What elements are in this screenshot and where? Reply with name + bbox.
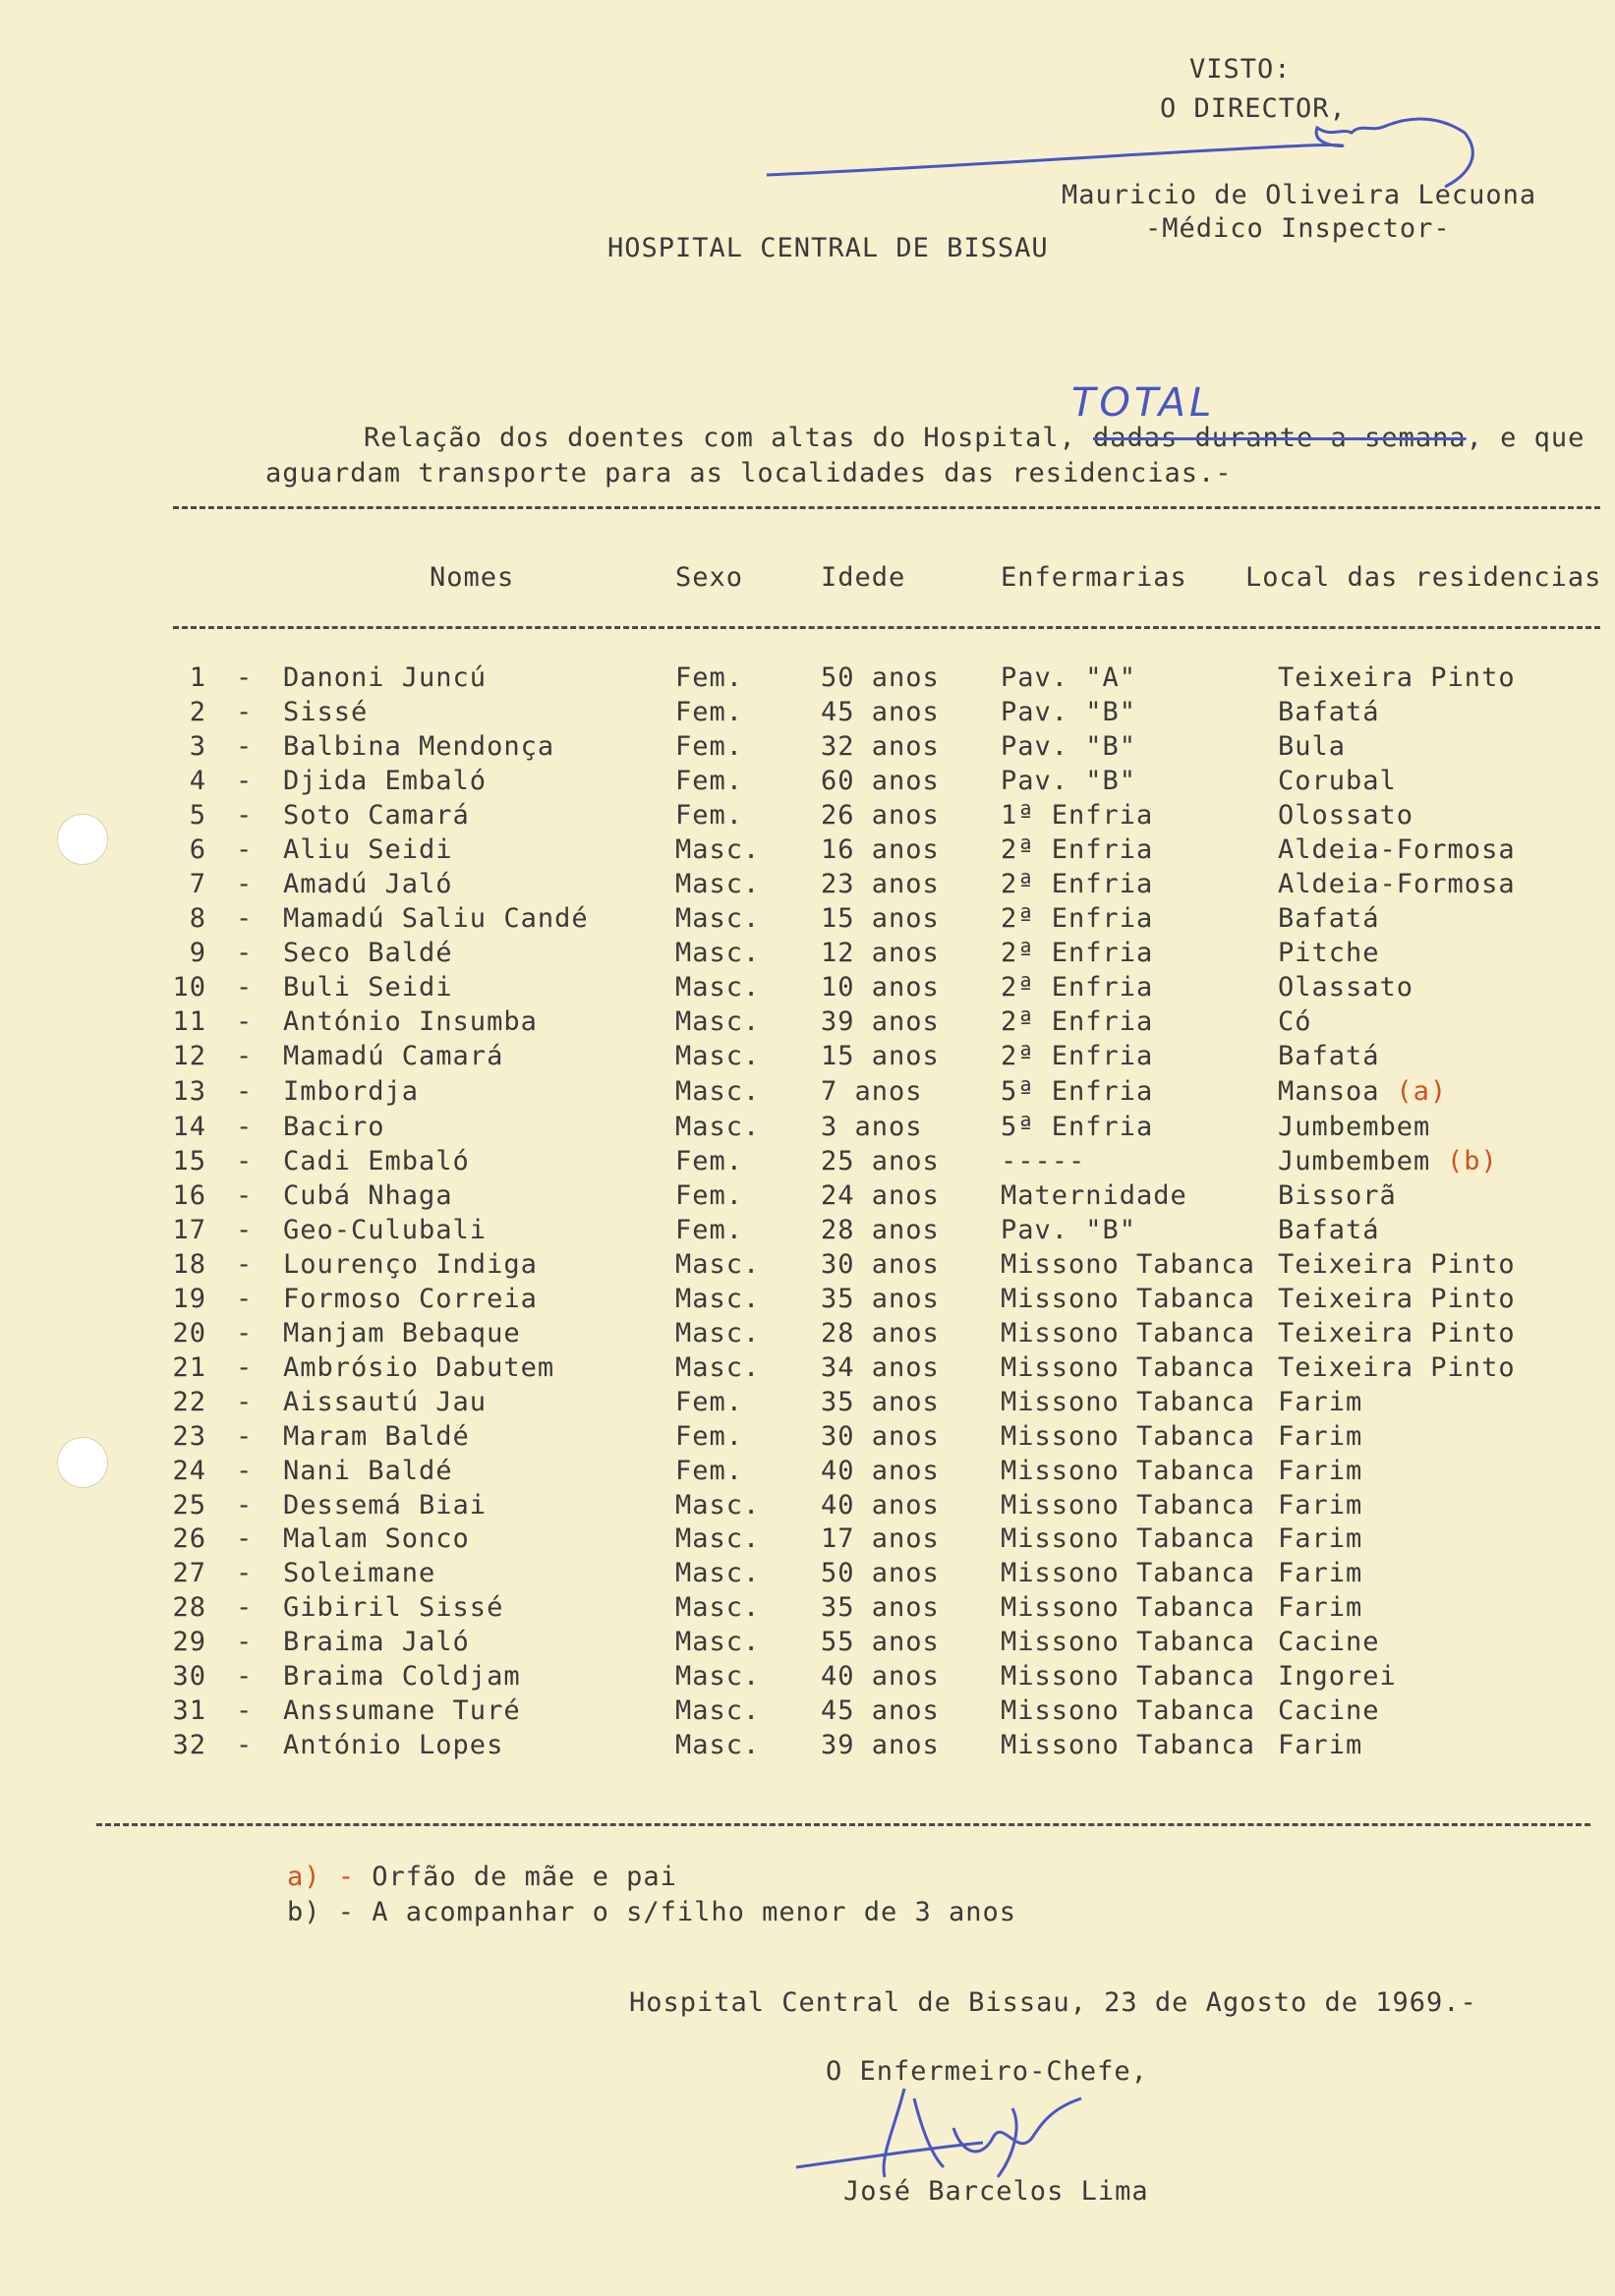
row-number: 7 — [189, 869, 206, 899]
patient-age: 40 anos — [821, 1661, 940, 1692]
patient-age: 30 anos — [821, 1421, 940, 1452]
row-number: 15 — [172, 1146, 206, 1177]
column-header-idade: Idede — [821, 562, 906, 593]
row-dash: - — [236, 697, 254, 727]
row-number: 24 — [172, 1456, 206, 1486]
patient-name: Aliu Seidi — [283, 834, 453, 865]
row-dash: - — [236, 1421, 254, 1452]
patient-sex: Masc. — [675, 1076, 761, 1107]
row-dash: - — [236, 1284, 254, 1314]
row-dash: - — [236, 834, 254, 865]
row-number: 8 — [189, 903, 206, 934]
patient-residence: Cacine — [1278, 1627, 1380, 1657]
row-number: 5 — [189, 800, 206, 831]
patient-age: 3 anos — [821, 1112, 923, 1142]
table-row — [0, 1523, 1615, 1558]
footnote-a — [287, 1862, 677, 1892]
table-row — [0, 1041, 1615, 1075]
patient-name: Cadi Embaló — [283, 1146, 470, 1177]
row-dash: - — [236, 1558, 254, 1588]
patient-name: Balbina Mendonça — [283, 731, 555, 762]
divider-header — [173, 626, 1600, 629]
row-number: 18 — [172, 1249, 206, 1280]
row-number: 2 — [189, 697, 206, 727]
patient-age: 50 anos — [821, 1558, 940, 1588]
divider-top — [173, 506, 1600, 509]
patient-age: 7 anos — [821, 1076, 923, 1107]
patient-age: 34 anos — [821, 1352, 940, 1383]
patient-residence: Teixeira Pinto — [1278, 1249, 1516, 1280]
patient-name: Malam Sonco — [283, 1523, 470, 1554]
row-number: 20 — [172, 1318, 206, 1349]
patient-ward: Pav. "B" — [1001, 731, 1137, 762]
row-dash: - — [236, 766, 254, 796]
patient-ward: 2ª Enfria — [1001, 903, 1154, 934]
table-row — [0, 766, 1615, 800]
patient-name: Sissé — [283, 697, 369, 727]
patient-sex: Fem. — [675, 1215, 744, 1245]
patient-residence: Bafatá — [1278, 1041, 1380, 1071]
patient-sex: Masc. — [675, 1249, 761, 1280]
patient-name: Maram Baldé — [283, 1421, 470, 1452]
table-row — [0, 1695, 1615, 1730]
patient-name: Ambrósio Dabutem — [283, 1352, 555, 1383]
patient-sex: Masc. — [675, 1284, 761, 1314]
patient-age: 50 anos — [821, 662, 940, 693]
row-dash: - — [236, 800, 254, 831]
patient-sex: Masc. — [675, 1318, 761, 1349]
patient-residence: Ingorei — [1278, 1661, 1397, 1692]
intro-line-2: aguardam transporte para as localidades das residencias.- — [265, 458, 1233, 488]
row-dash: - — [236, 1695, 254, 1726]
row-number: 26 — [172, 1523, 206, 1554]
patient-name: Manjam Bebaque — [283, 1318, 521, 1349]
patient-sex: Masc. — [675, 903, 761, 934]
dateline: Hospital Central de Bissau, 23 de Agosto de 1969.- — [629, 1987, 1477, 2018]
row-dash: - — [236, 938, 254, 968]
patient-sex: Masc. — [675, 1627, 761, 1657]
row-number: 28 — [172, 1592, 206, 1623]
footnote-b-label: b) - — [287, 1897, 356, 1927]
patient-residence: Farim — [1278, 1558, 1363, 1588]
patient-ward: 1ª Enfria — [1001, 800, 1154, 831]
residence-note: (b) — [1447, 1146, 1498, 1177]
table-row — [0, 972, 1615, 1006]
patient-ward: Missono Tabanca — [1001, 1592, 1255, 1623]
patient-age: 55 anos — [821, 1627, 940, 1657]
table-row — [0, 1180, 1615, 1215]
table-row — [0, 1112, 1615, 1146]
patient-ward: ----- — [1001, 1146, 1086, 1177]
row-number: 3 — [189, 731, 206, 762]
patient-sex: Fem. — [675, 1421, 744, 1452]
patient-residence: Bafatá — [1278, 1215, 1380, 1245]
row-dash: - — [236, 972, 254, 1003]
patient-ward: 2ª Enfria — [1001, 1041, 1154, 1071]
table-row — [0, 697, 1615, 731]
table-row — [0, 1352, 1615, 1387]
row-dash: - — [236, 1523, 254, 1554]
patient-age: 35 anos — [821, 1284, 940, 1314]
row-number: 25 — [172, 1490, 206, 1521]
column-header-local: Local das residencias — [1245, 562, 1602, 593]
patient-residence: Farim — [1278, 1387, 1363, 1417]
patient-ward: Missono Tabanca — [1001, 1456, 1255, 1486]
row-dash: - — [236, 1318, 254, 1349]
patient-age: 35 anos — [821, 1387, 940, 1417]
patient-ward: Missono Tabanca — [1001, 1421, 1255, 1452]
patient-age: 45 anos — [821, 697, 940, 727]
row-number: 6 — [189, 834, 206, 865]
handwritten-total: TOTAL — [1071, 380, 1216, 426]
row-number: 22 — [172, 1387, 206, 1417]
table-row — [0, 1421, 1615, 1456]
row-dash: - — [236, 1215, 254, 1245]
patient-age: 28 anos — [821, 1215, 940, 1245]
row-number: 23 — [172, 1421, 206, 1452]
table-row — [0, 834, 1615, 869]
patient-ward: 2ª Enfria — [1001, 938, 1154, 968]
patient-ward: Missono Tabanca — [1001, 1627, 1255, 1657]
table-row — [0, 938, 1615, 972]
row-dash: - — [236, 731, 254, 762]
patient-name: Braima Jaló — [283, 1627, 470, 1657]
patient-ward: Missono Tabanca — [1001, 1352, 1255, 1383]
row-number: 12 — [172, 1041, 206, 1071]
patient-name: Aissautú Jau — [283, 1387, 488, 1417]
patient-name: António Lopes — [283, 1730, 504, 1760]
patient-age: 35 anos — [821, 1592, 940, 1623]
table-row — [0, 1456, 1615, 1490]
column-header-enfermarias: Enfermarias — [1001, 562, 1187, 593]
patient-ward: Missono Tabanca — [1001, 1523, 1255, 1554]
patient-name: Cubá Nhaga — [283, 1180, 453, 1211]
column-header-nomes: Nomes — [430, 562, 515, 593]
patient-name: Formoso Correia — [283, 1284, 538, 1314]
row-number: 21 — [172, 1352, 206, 1383]
table-row — [0, 1558, 1615, 1592]
patient-ward: 2ª Enfria — [1001, 834, 1154, 865]
divider-bottom — [96, 1823, 1590, 1826]
table-row — [0, 731, 1615, 766]
patient-name: Buli Seidi — [283, 972, 453, 1003]
table-row — [0, 1592, 1615, 1627]
patient-residence: Farim — [1278, 1523, 1363, 1554]
row-dash: - — [236, 1592, 254, 1623]
row-dash: - — [236, 1387, 254, 1417]
table-row — [0, 1006, 1615, 1041]
patient-ward: Missono Tabanca — [1001, 1730, 1255, 1760]
patient-name: Braima Coldjam — [283, 1661, 521, 1692]
patient-sex: Masc. — [675, 1006, 761, 1037]
patient-ward: Missono Tabanca — [1001, 1695, 1255, 1726]
patient-residence: Teixeira Pinto — [1278, 662, 1516, 693]
patient-age: 39 anos — [821, 1006, 940, 1037]
signer-name: José Barcelos Lima — [843, 2176, 1149, 2207]
patient-residence: Bafatá — [1278, 697, 1380, 727]
punch-hole — [57, 1437, 108, 1488]
patient-age: 39 anos — [821, 1730, 940, 1760]
patient-residence: Jumbembem — [1278, 1146, 1431, 1177]
director-label: O DIRECTOR, — [1160, 93, 1347, 124]
patient-age: 30 anos — [821, 1249, 940, 1280]
table-row — [0, 903, 1615, 938]
patient-name: Amadú Jaló — [283, 869, 453, 899]
patient-sex: Masc. — [675, 1730, 761, 1760]
table-row — [0, 1661, 1615, 1695]
patient-ward: Missono Tabanca — [1001, 1318, 1255, 1349]
row-dash: - — [236, 1730, 254, 1760]
patient-sex: Fem. — [675, 1180, 744, 1211]
row-number: 17 — [172, 1215, 206, 1245]
patient-sex: Masc. — [675, 1041, 761, 1071]
patient-age: 60 anos — [821, 766, 940, 796]
row-dash: - — [236, 869, 254, 899]
patient-age: 10 anos — [821, 972, 940, 1003]
patient-sex: Masc. — [675, 1661, 761, 1692]
patient-name: Lourenço Indiga — [283, 1249, 538, 1280]
patient-name: Danoni Juncú — [283, 662, 488, 693]
patient-age: 25 anos — [821, 1146, 940, 1177]
patient-age: 12 anos — [821, 938, 940, 968]
hospital-title: HOSPITAL CENTRAL DE BISSAU — [607, 233, 1049, 263]
patient-ward: Missono Tabanca — [1001, 1387, 1255, 1417]
patient-residence: Farim — [1278, 1490, 1363, 1521]
table-row — [0, 1146, 1615, 1180]
patient-residence: Olossato — [1278, 800, 1414, 831]
patient-ward: 5ª Enfria — [1001, 1076, 1154, 1107]
patient-sex: Masc. — [675, 1592, 761, 1623]
row-number: 30 — [172, 1661, 206, 1692]
patient-name: Nani Baldé — [283, 1456, 453, 1486]
row-dash: - — [236, 1180, 254, 1211]
table-row — [0, 1284, 1615, 1318]
patient-ward: Pav. "B" — [1001, 1215, 1137, 1245]
patient-residence: Pitche — [1278, 938, 1380, 968]
patient-age: 24 anos — [821, 1180, 940, 1211]
patient-residence: Cacine — [1278, 1695, 1380, 1726]
table-row — [0, 1076, 1615, 1111]
patient-sex: Masc. — [675, 1352, 761, 1383]
intro-text-a: Relação dos doentes com altas do Hospital, — [364, 423, 1093, 453]
row-dash: - — [236, 1249, 254, 1280]
signer-role: O Enfermeiro-Chefe, — [826, 2056, 1148, 2087]
table-row — [0, 1249, 1615, 1284]
row-dash: - — [236, 903, 254, 934]
patient-age: 40 anos — [821, 1490, 940, 1521]
patient-name: Baciro — [283, 1112, 385, 1142]
patient-name: Soleimane — [283, 1558, 436, 1588]
patient-residence: Olassato — [1278, 972, 1414, 1003]
footnote-a-label: a) - — [287, 1862, 356, 1892]
inspector-name: Mauricio de Oliveira Lecuona — [1062, 180, 1537, 210]
row-dash: - — [236, 1006, 254, 1037]
patient-sex: Fem. — [675, 731, 744, 762]
patient-ward: 2ª Enfria — [1001, 1006, 1154, 1037]
row-number: 1 — [189, 662, 206, 693]
patient-sex: Masc. — [675, 1490, 761, 1521]
patient-residence: Bula — [1278, 731, 1347, 762]
patient-residence: Farim — [1278, 1592, 1363, 1623]
patient-age: 40 anos — [821, 1456, 940, 1486]
patient-residence: Farim — [1278, 1421, 1363, 1452]
row-number: 32 — [172, 1730, 206, 1760]
row-dash: - — [236, 662, 254, 693]
patient-residence: Có — [1278, 1006, 1312, 1037]
patient-name: Geo-Culubali — [283, 1215, 488, 1245]
patient-ward: Missono Tabanca — [1001, 1284, 1255, 1314]
column-header-sexo: Sexo — [675, 562, 744, 593]
patient-age: 16 anos — [821, 834, 940, 865]
patient-age: 28 anos — [821, 1318, 940, 1349]
patient-sex: Fem. — [675, 662, 744, 693]
row-dash: - — [236, 1490, 254, 1521]
patient-sex: Fem. — [675, 1456, 744, 1486]
patient-sex: Masc. — [675, 938, 761, 968]
table-row — [0, 1627, 1615, 1661]
table-row — [0, 800, 1615, 834]
row-dash: - — [236, 1041, 254, 1071]
table-row — [0, 1490, 1615, 1524]
patient-sex: Masc. — [675, 1695, 761, 1726]
patient-sex: Fem. — [675, 1387, 744, 1417]
patient-sex: Fem. — [675, 800, 744, 831]
patient-sex: Fem. — [675, 766, 744, 796]
patient-ward: 2ª Enfria — [1001, 869, 1154, 899]
patient-name: Seco Baldé — [283, 938, 453, 968]
patient-ward: 5ª Enfria — [1001, 1112, 1154, 1142]
intro-line-1 — [364, 423, 1585, 453]
patient-ward: Missono Tabanca — [1001, 1558, 1255, 1588]
patient-sex: Masc. — [675, 1558, 761, 1588]
patient-residence: Bafatá — [1278, 903, 1380, 934]
row-dash: - — [236, 1146, 254, 1177]
punch-hole — [57, 814, 108, 865]
patient-sex: Masc. — [675, 1523, 761, 1554]
row-number: 9 — [189, 938, 206, 968]
patient-sex: Masc. — [675, 972, 761, 1003]
row-number: 4 — [189, 766, 206, 796]
patient-ward: Pav. "B" — [1001, 697, 1137, 727]
patient-sex: Masc. — [675, 869, 761, 899]
patient-age: 45 anos — [821, 1695, 940, 1726]
patient-age: 26 anos — [821, 800, 940, 831]
patient-residence: Mansoa — [1278, 1076, 1380, 1107]
table-row — [0, 1318, 1615, 1352]
patient-ward: Missono Tabanca — [1001, 1661, 1255, 1692]
patient-ward: Missono Tabanca — [1001, 1249, 1255, 1280]
table-row — [0, 1215, 1615, 1249]
patient-residence: Teixeira Pinto — [1278, 1284, 1516, 1314]
patient-name: Djida Embaló — [283, 766, 488, 796]
patient-residence: Corubal — [1278, 766, 1397, 796]
patient-sex: Fem. — [675, 697, 744, 727]
patient-name: Gibiril Sissé — [283, 1592, 504, 1623]
row-dash: - — [236, 1627, 254, 1657]
patient-residence: Teixeira Pinto — [1278, 1352, 1516, 1383]
row-number: 14 — [172, 1112, 206, 1142]
table-row — [0, 1730, 1615, 1764]
patient-name: Imbordja — [283, 1076, 420, 1107]
patient-ward: 2ª Enfria — [1001, 972, 1154, 1003]
patient-name: Mamadú Camará — [283, 1041, 504, 1071]
row-number: 16 — [172, 1180, 206, 1211]
patient-sex: Masc. — [675, 834, 761, 865]
patient-residence: Farim — [1278, 1456, 1363, 1486]
intro-text-b: , e que — [1466, 423, 1586, 453]
patient-ward: Missono Tabanca — [1001, 1490, 1255, 1521]
patient-name: António Insumba — [283, 1006, 538, 1037]
residence-note: (a) — [1396, 1076, 1448, 1107]
footnote-a-text: Orfão de mãe e pai — [372, 1862, 677, 1892]
row-number: 10 — [172, 972, 206, 1003]
patient-age: 23 anos — [821, 869, 940, 899]
table-row — [0, 869, 1615, 903]
patient-sex: Fem. — [675, 1146, 744, 1177]
patient-residence: Aldeia-Formosa — [1278, 869, 1516, 899]
row-number: 27 — [172, 1558, 206, 1588]
visto-label: VISTO: — [1189, 54, 1292, 85]
patient-ward: Pav. "B" — [1001, 766, 1137, 796]
row-number: 31 — [172, 1695, 206, 1726]
table-row — [0, 1387, 1615, 1421]
row-dash: - — [236, 1112, 254, 1142]
row-dash: - — [236, 1076, 254, 1107]
row-dash: - — [236, 1352, 254, 1383]
patient-residence: Teixeira Pinto — [1278, 1318, 1516, 1349]
patient-age: 15 anos — [821, 903, 940, 934]
patient-name: Soto Camará — [283, 800, 470, 831]
row-number: 11 — [172, 1006, 206, 1037]
row-number: 19 — [172, 1284, 206, 1314]
patient-residence: Bissorã — [1278, 1180, 1397, 1211]
patient-residence: Farim — [1278, 1730, 1363, 1760]
patient-age: 32 anos — [821, 731, 940, 762]
inspector-title: -Médico Inspector- — [1145, 213, 1451, 244]
row-dash: - — [236, 1456, 254, 1486]
patient-ward: Pav. "A" — [1001, 662, 1137, 693]
patient-name: Mamadú Saliu Candé — [283, 903, 589, 934]
patient-ward: Maternidade — [1001, 1180, 1187, 1211]
footnote-b — [287, 1897, 1016, 1927]
patient-name: Dessemá Biai — [283, 1490, 488, 1521]
patient-sex: Masc. — [675, 1112, 761, 1142]
footnote-b-text: A acompanhar o s/filho menor de 3 anos — [372, 1897, 1017, 1927]
patient-name: Anssumane Turé — [283, 1695, 521, 1726]
row-dash: - — [236, 1661, 254, 1692]
intro-struck-text: dadas durante a semana — [1092, 423, 1467, 453]
patient-residence: Aldeia-Formosa — [1278, 834, 1516, 865]
patient-age: 15 anos — [821, 1041, 940, 1071]
row-number: 29 — [172, 1627, 206, 1657]
row-number: 13 — [172, 1076, 206, 1107]
patient-age: 17 anos — [821, 1523, 940, 1554]
table-row — [0, 662, 1615, 697]
patient-residence: Jumbembem — [1278, 1112, 1431, 1142]
